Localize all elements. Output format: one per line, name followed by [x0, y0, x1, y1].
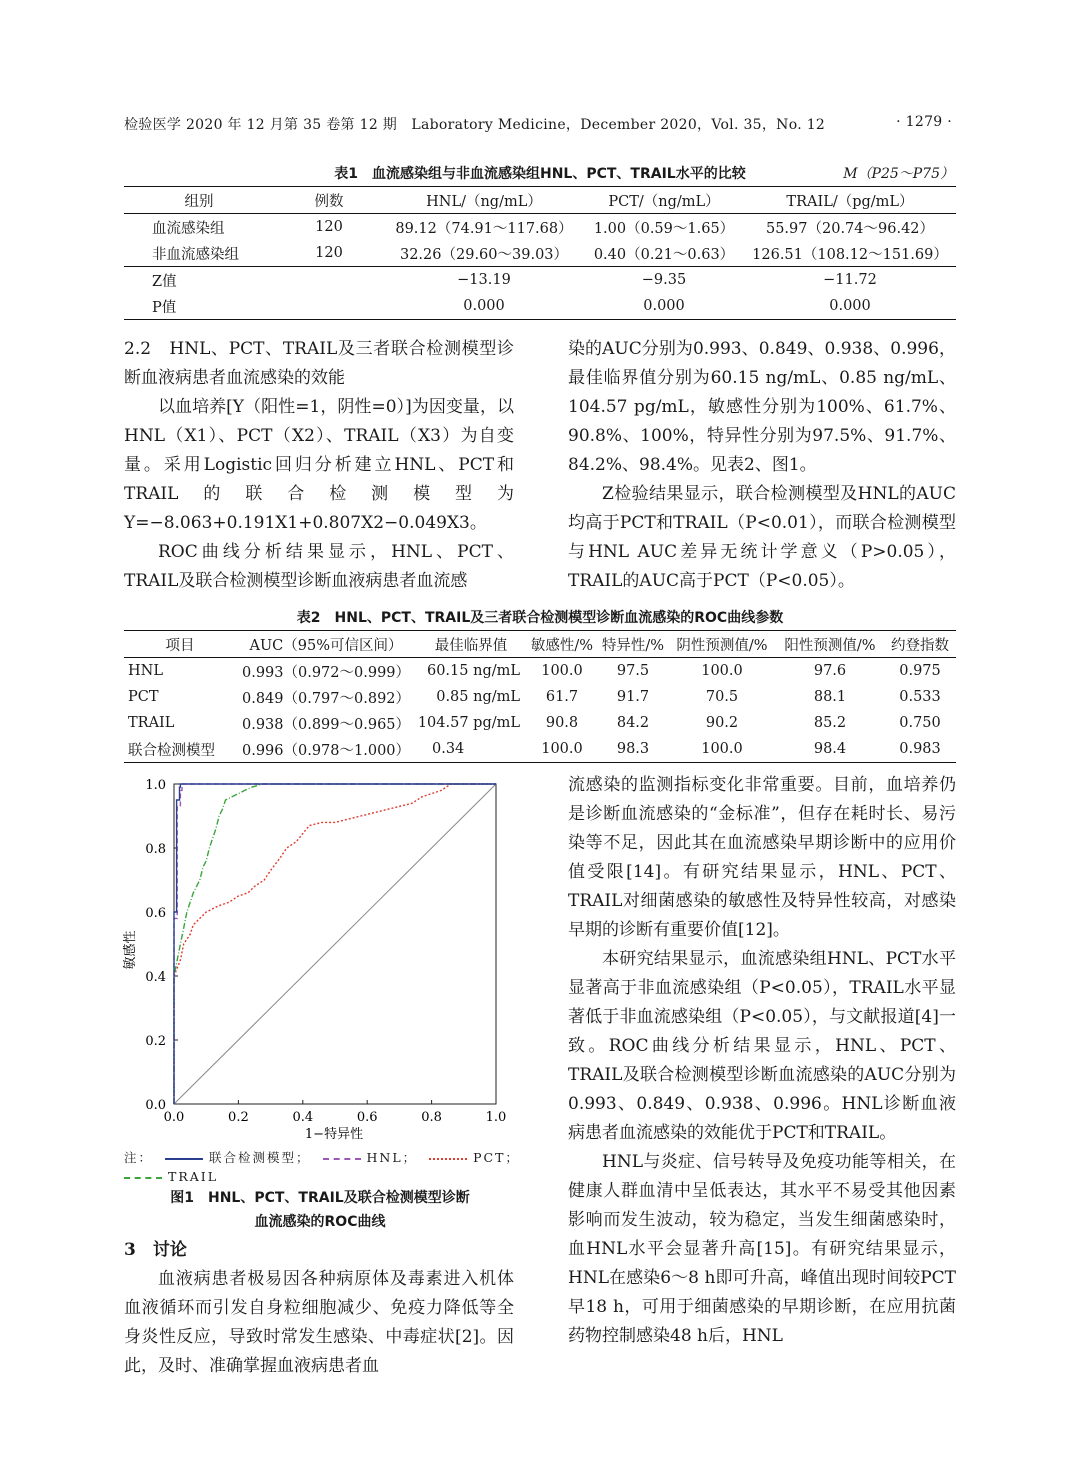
table-cell: HNL: [128, 663, 163, 679]
table-cell: 61.7: [545, 689, 579, 705]
paragraph: 血液病患者极易因各种病原体及毒素进入机体血液循环而引发自身粒细胞减少、免疫力降低等全身炎性反应，导致时常发生感染、中毒症状[2]。因此，及时、准确掌握血液病患者血: [124, 1269, 514, 1376]
legend-note: 注：: [124, 1150, 154, 1165]
table-cell: 100.0: [701, 741, 743, 757]
table-cell: 0.996（0.978～1.000）: [241, 742, 411, 759]
y-tick-label: 0.0: [145, 1098, 166, 1113]
right-column-lower: [568, 771, 956, 1351]
table-cell: 0.983: [899, 741, 941, 757]
table-cell: PCT: [128, 689, 159, 705]
table-cell: 85.2: [813, 715, 847, 731]
table-cell: 89.12（74.91～117.68）: [395, 220, 573, 237]
legend-label: 联合检测模型；: [209, 1150, 311, 1165]
x-tick-label: 0.8: [421, 1110, 442, 1125]
x-tick-label: 0.2: [228, 1110, 249, 1125]
page-number: · 1279 ·: [896, 114, 952, 130]
table-row: [124, 684, 956, 710]
table-row: [124, 214, 956, 241]
paragraph: 流感染的监测指标变化非常重要。目前，血培养仍是诊断血流感染的“金标准”，但存在耗时长、易污染等不足，因此其在血流感染早期诊断中的应用价值受限[14]。有研究结果显示，HNL、PCT、TRAIL对细菌感染的敏感性及特异性较高，对感染早期的诊断有重要价值[12]。: [568, 775, 956, 940]
table-cell: TRAIL: [128, 715, 175, 731]
table-row: [124, 710, 956, 736]
y-tick-label: 0.6: [145, 906, 166, 921]
table1-caption: 表1 血流感染组与非血流感染组HNL、PCT、TRAIL水平的比较: [334, 166, 746, 182]
section-title: 3 讨论: [124, 1240, 187, 1260]
legend-swatch-pct: [429, 1158, 467, 1160]
table1-header: 例数: [314, 193, 344, 210]
table1-header: HNL/（ng/mL）: [426, 193, 542, 210]
table-cell: 90.2: [705, 715, 739, 731]
x-axis-label: 1−特异性: [304, 1127, 364, 1142]
table-cell: 0.000: [643, 298, 685, 314]
y-axis-label: 敏感性: [123, 930, 138, 970]
legend-label: HNL；: [366, 1150, 418, 1165]
y-tick-label: 0.2: [145, 1034, 166, 1049]
table2-header: 项目: [165, 637, 195, 654]
table-cell: −9.35: [641, 272, 687, 288]
table-cell: 120: [315, 219, 343, 235]
table-cell: 0.40（0.21～0.63）: [593, 246, 735, 263]
paragraph: 以血培养[Y（阳性=1，阴性=0）]为因变量，以HNL（X1）、PCT（X2）、TRAIL（X3）为自变量。采用Logistic回归分析建立HNL、PCT和TRAIL的联合检测模型为Y=−8.063+0.191X1+0.807X2−0.049X3。: [124, 397, 514, 533]
table-cell: 0.938（0.899～0.965）: [241, 716, 411, 733]
table-cell: 100.0: [541, 741, 583, 757]
legend-label: TRAIL: [168, 1169, 219, 1184]
chart-legend: [124, 1148, 520, 1186]
table1-header: TRAIL/（pg/mL）: [786, 193, 914, 210]
table-cell: P值: [152, 299, 177, 316]
y-tick-label: 0.8: [145, 842, 166, 857]
right-column: [568, 335, 956, 596]
y-tick-label: 0.4: [145, 970, 166, 985]
table-cell: 0.849（0.797～0.892）: [241, 690, 411, 707]
table-cell: Z值: [152, 273, 177, 290]
table-cell: 98.3: [616, 741, 650, 757]
legend-swatch-combined: [165, 1158, 203, 1160]
table-cell: 126.51（108.12～151.69）: [752, 246, 948, 263]
section-title: 2.2 HNL、PCT、TRAIL及三者联合检测模型诊断血液病患者血流感染的效能: [124, 339, 514, 388]
table-cell: 91.7: [616, 689, 650, 705]
table1-header: PCT/（ng/mL）: [608, 193, 720, 210]
table-cell: 0.750: [899, 715, 941, 731]
table-row: [124, 736, 956, 763]
table2: [124, 630, 956, 763]
table-cell: 55.97（20.74～96.42）: [765, 220, 935, 237]
table-cell: 联合检测模型: [128, 742, 215, 759]
table-cell: 120: [315, 245, 343, 261]
table-cell: [274, 293, 384, 320]
table-cell: 97.5: [616, 663, 650, 679]
journal-cn: 检验医学 2020 年 12 月第 35 卷第 12 期: [124, 117, 398, 133]
table2-header: AUC（95%可信区间）: [249, 637, 403, 654]
paragraph: HNL与炎症、信号转导及免疫功能等相关，在健康人群血清中呈低表达，其水平不易受其他因素影响而发生波动，较为稳定，当发生细菌感染时，血HNL水平会显著升高[15]。有研究结果显示，HNL在感染6～8 h即可升高，峰值出现时间较PCT早18 h，可用于细菌感染的早期诊断，在应用抗菌药物控制感染48 h后，HNL: [568, 1152, 956, 1346]
discussion-section: [124, 1236, 514, 1381]
table-cell: [274, 267, 384, 294]
series-line-参考线: [174, 784, 496, 1104]
x-tick-label: 0.6: [356, 1110, 378, 1125]
table-cell: 60.15 ng/mL: [426, 663, 520, 679]
table2-header-row: [124, 631, 956, 658]
paragraph: ROC曲线分析结果显示，HNL、PCT、TRAIL及联合检测模型诊断血液病患者血流感: [124, 542, 514, 591]
legend-swatch-hnl: [323, 1158, 361, 1160]
x-tick-label: 1.0: [485, 1110, 507, 1125]
table-cell: 0.000: [829, 298, 871, 314]
table1-header-row: [124, 187, 956, 214]
table-cell: 32.26（29.60～39.03）: [399, 246, 569, 263]
table-row: [124, 658, 956, 685]
paragraph: 本研究结果显示，血流感染组HNL、PCT水平显著高于非血流感染组（P<0.05），TRAIL水平显著低于非血流感染组（P<0.05），与文献报道[4]一致。ROC曲线分析结果显示，HNL、PCT、TRAIL及联合检测模型诊断血流感染的AUC分别为0.993、0.849、0.938、0.996。HNL诊断血液病患者血流感染的效能优于PCT和TRAIL。: [568, 949, 956, 1143]
table2-header: 敏感性/%: [530, 637, 594, 654]
legend-label: PCT；: [473, 1150, 520, 1165]
journal-en: Laboratory Medicine，December 2020，Vol. 35，No. 12: [411, 117, 826, 133]
table-row: [124, 267, 956, 294]
roc-plot-area: [145, 778, 506, 1125]
table-cell: 血流感染组: [152, 220, 225, 237]
y-tick-label: 1.0: [145, 778, 166, 793]
table2-caption: 表2 HNL、PCT、TRAIL及三者联合检测模型诊断血流感染的ROC曲线参数: [296, 610, 784, 626]
table-cell: 100.0: [541, 663, 583, 679]
x-tick-label: 0.0: [163, 1110, 185, 1125]
table-row: [124, 293, 956, 320]
table-cell: 0.533: [899, 689, 941, 705]
legend-swatch-trail: [124, 1177, 162, 1179]
running-header: [124, 114, 825, 134]
table-cell: 0.000: [463, 298, 505, 314]
table2-header: 特异性/%: [601, 637, 665, 654]
figure1-caption: [124, 1186, 516, 1234]
figure1-caption-line1: 图1 HNL、PCT、TRAIL及联合检测模型诊断: [170, 1190, 470, 1206]
table1: [124, 186, 956, 320]
table-cell: 0.34: [432, 741, 465, 757]
table-cell: −11.72: [823, 272, 877, 288]
table-cell: 0.85 ng/mL: [436, 689, 520, 705]
table-cell: 90.8: [545, 715, 579, 731]
table-cell: 1.00（0.59～1.65）: [593, 220, 735, 237]
paragraph: Z检验结果显示，联合检测模型及HNL的AUC均高于PCT和TRAIL（P<0.01），而联合检测模型与HNL AUC差异无统计学意义（P>0.05），TRAIL的AUC高于PCT（P<0.05）。: [568, 484, 956, 591]
table-cell: 104.57 pg/mL: [417, 715, 520, 731]
table-cell: 0.975: [899, 663, 941, 679]
table2-header: 阴性预测值/%: [676, 637, 768, 654]
x-tick-label: 0.4: [292, 1110, 314, 1125]
table-cell: 非血流感染组: [152, 246, 239, 263]
table2-header: 阳性预测值/%: [784, 637, 876, 654]
table-cell: 100.0: [701, 663, 743, 679]
table-cell: 98.4: [813, 741, 847, 757]
table2-header: 最佳临界值: [434, 637, 508, 654]
table2-header: 约登指数: [891, 637, 949, 654]
table1-stat-note: M（P25～P75）: [843, 166, 954, 182]
table-cell: 70.5: [705, 689, 739, 705]
roc-chart: [118, 770, 518, 1150]
table1-header: 组别: [184, 193, 214, 210]
left-column: [124, 335, 514, 596]
paragraph: 染的AUC分别为0.993、0.849、0.938、0.996，最佳临界值分别为60.15 ng/mL、0.85 ng/mL、104.57 pg/mL，敏感性分别为100%、61.7%、90.8%、100%，特异性分别为97.5%、91.7%、84.2%、98.4%。见表2、图1。: [568, 339, 956, 475]
table-cell: −13.19: [457, 272, 511, 288]
table-cell: 97.6: [813, 663, 847, 679]
table-cell: 84.2: [616, 715, 650, 731]
table-cell: 0.993（0.972～0.999）: [241, 664, 411, 681]
table-row: [124, 240, 956, 267]
figure1-caption-line2: 血流感染的ROC曲线: [254, 1214, 386, 1230]
table-cell: 88.1: [813, 689, 847, 705]
